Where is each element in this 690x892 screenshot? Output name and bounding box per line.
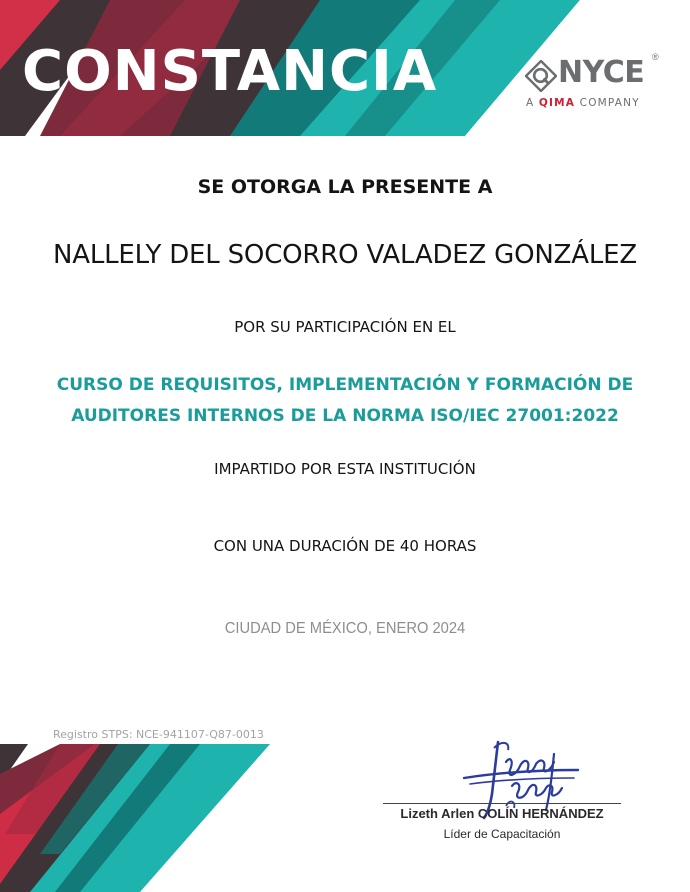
recipient-name: NALLELY DEL SOCORRO VALADEZ GONZÁLEZ xyxy=(53,240,637,270)
footer-graphic xyxy=(0,744,270,892)
registered-mark: ® xyxy=(652,52,659,62)
stps-registration: Registro STPS: NCE-941107-Q87-0013 xyxy=(53,728,264,741)
signer-name: Lizeth Arlen COLÍN HERNÁNDEZ xyxy=(400,806,604,821)
nyce-q-logo-icon xyxy=(525,60,557,92)
nyce-logo xyxy=(522,52,672,112)
logo-name: NYCE xyxy=(558,55,645,90)
tagline-prefix: A xyxy=(526,97,539,109)
course-title xyxy=(0,370,690,432)
tagline-suffix: COMPANY xyxy=(575,97,640,109)
logo-tagline xyxy=(526,97,640,109)
grant-line: SE OTORGA LA PRESENTE A xyxy=(197,176,493,198)
certificate-title: CONSTANCIA xyxy=(22,39,438,104)
course-title-line-1: CURSO DE REQUISITOS, IMPLEMENTACIÓN Y FORMACIÓN DE xyxy=(56,375,634,395)
place-date: CIUDAD DE MÉXICO, ENERO 2024 xyxy=(224,620,466,637)
duration-line: CON UNA DURACIÓN DE 40 HORAS xyxy=(213,537,477,555)
signer-role: Líder de Capacitación xyxy=(443,827,561,841)
participation-line: POR SU PARTICIPACIÓN EN EL xyxy=(234,318,456,336)
footer-shapes xyxy=(0,744,270,892)
course-title-line-2: AUDITORES INTERNOS DE LA NORMA ISO/IEC 27001:2022 xyxy=(71,406,619,426)
tagline-brand: QIMA xyxy=(538,97,576,109)
signature-line xyxy=(383,803,621,804)
institution-line: IMPARTIDO POR ESTA INSTITUCIÓN xyxy=(214,460,476,478)
